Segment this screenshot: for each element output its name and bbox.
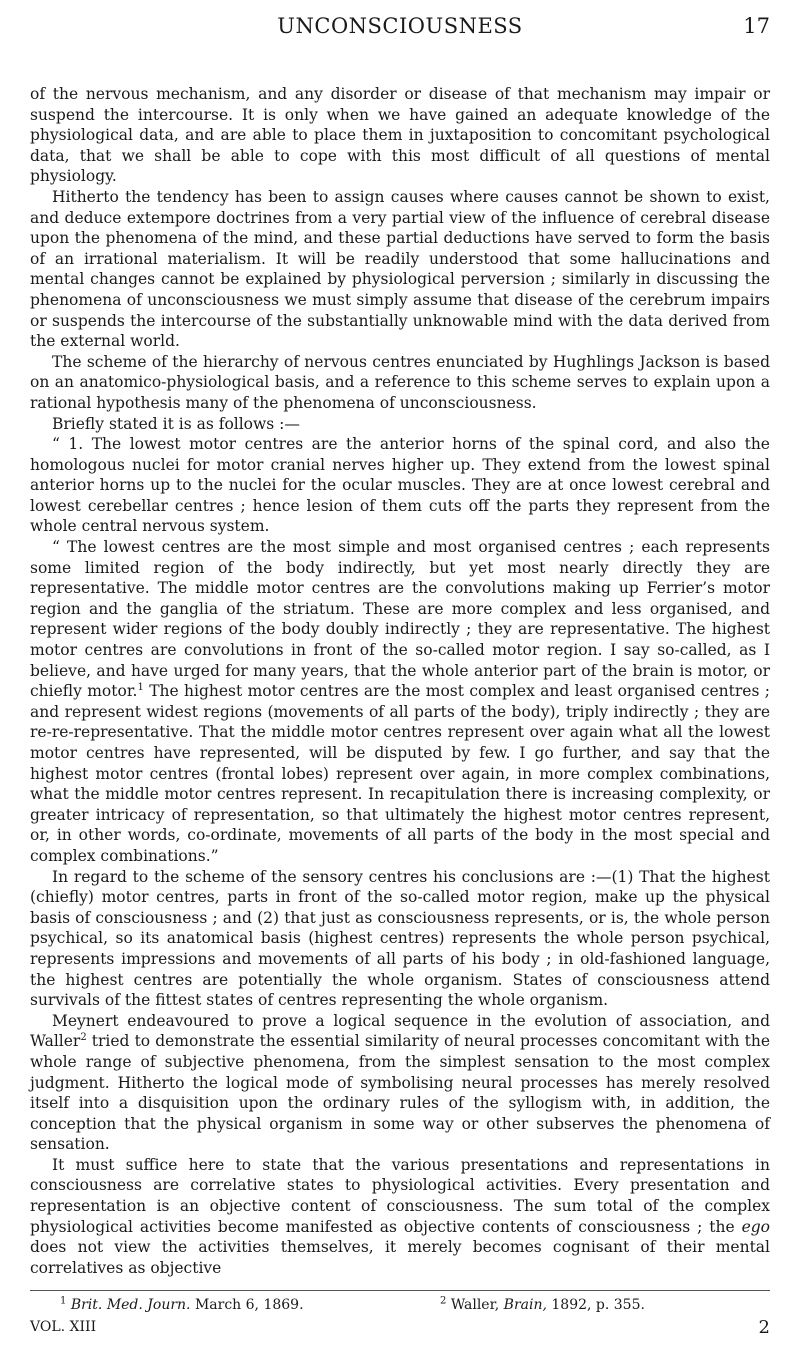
footnote-author: Waller, bbox=[450, 1297, 504, 1314]
footnote-2 bbox=[440, 1297, 645, 1313]
body-text bbox=[30, 84, 770, 1278]
footnote-mark: 1 bbox=[60, 1295, 67, 1307]
footnote-mark: 1 bbox=[137, 682, 144, 694]
paragraph: Hitherto the tendency has been to assign causes where causes cannot be shown to exist, and deduce extempore doctrines from a very partial view of the influence of cerebral disease upon the phenomena of the mind, and these partial deductions have served to form the basis of an irrational materialism. It will be readily understood that some hallucinations and mental changes cannot be explained by physiological perversion ; similarly in discussing the phenomena of unconsciousness we must simply assume that disease of the cerebrum impairs or suspends the intercourse of the substantially unknowable mind with the data derived from the external world. bbox=[30, 187, 770, 351]
running-title: UNCONSCIOUSNESS bbox=[277, 14, 523, 38]
running-header bbox=[30, 10, 770, 54]
footnote-source: Brit. Med. Journ. bbox=[70, 1297, 191, 1314]
footnote-detail: March 6, 1869. bbox=[190, 1297, 304, 1314]
paragraph: “ 1. The lowest motor centres are the anterior horns of the spinal cord, and also the homologous nuclei for motor cranial nerves higher up. They extend from the lowest spinal anterior horns up to the nuclei for the ocular muscles. They are at once lowest cerebral and lowest cerebellar centres ; hence lesion of them cuts off the parts they represent from the whole central nervous system. bbox=[30, 435, 770, 536]
footnote-1 bbox=[60, 1297, 304, 1313]
paragraph bbox=[30, 1011, 770, 1155]
paragraph-text: tried to demonstrate the essential similarity of neural processes concomitant with the whole range of subjective phenomena, from the simplest sensation to the most complex judgment. Hitherto the logical mode of symbolising neural processes has merely resolved itself into a disquisition upon the ordinary rules of the syllogism with, in addition, the conception that the physical organism in some way or other subserves the phenomena of sensation. bbox=[30, 1032, 770, 1154]
paragraph-text: Meynert endeavoured to prove a logical sequence in the evolution of association, and Waller bbox=[30, 1011, 770, 1051]
volume-label: VOL. XIII bbox=[30, 1319, 97, 1336]
paragraph-text: does not view the activities themselves, it merely becomes cognisant of their mental correlatives as objective bbox=[30, 1238, 770, 1277]
footnote-source: Brain, bbox=[503, 1297, 547, 1314]
paragraph: The scheme of the hierarchy of nervous centres enunciated by Hughlings Jackson is based on an anatomico-physiological basis, and a reference to this scheme serves to explain upon a rational hypothesis many of the phenomena of unconsciousness. bbox=[30, 352, 770, 412]
footnote-detail: 1892, p. 355. bbox=[546, 1297, 645, 1314]
page-number: 17 bbox=[743, 14, 770, 38]
page-footer bbox=[30, 1319, 770, 1341]
paragraph-text: “ The lowest centres are the most simple and most organised centres ; each represents some limited region of the body indirectly, but yet most nearly directly they are representative. The middle motor centres are the convolutions making up Ferrier’s motor region and the ganglia of the striatum. These are more complex and less organised, and represent wider regions of the body doubly indirectly ; they are representative. The highest motor centres are convolutions in front of the so-called motor region. I say so-called, as I believe, and have urged for many years, that the whole anterior part of the brain is motor, or chiefly motor. bbox=[30, 538, 770, 701]
paragraph bbox=[30, 1155, 770, 1279]
signature-mark: 2 bbox=[758, 1317, 770, 1339]
paragraph: of the nervous mechanism, and any disorder or disease of that mechanism may impair or suspend the intercourse. It is only when we have gained an adequate knowledge of the physiological data, and are able to place them in juxtaposition to concomitant psychological data, that we shall be able to cope with this most difficult of all questions of mental physiology. bbox=[30, 85, 770, 186]
footnotes bbox=[30, 1297, 770, 1319]
paragraph-text: It must suffice here to state that the various presentations and representations in consciousness are correlative states to physiological activities. Every presentation and representation is an objective content of consciousness. The sum total of the complex physiological activities become manifested as objective contents of consciousness ; the bbox=[30, 1155, 770, 1236]
footnote-rule bbox=[30, 1290, 770, 1291]
paragraph bbox=[30, 537, 770, 867]
footnote-mark: 2 bbox=[440, 1295, 447, 1307]
paragraph-text: The highest motor centres are the most complex and least organised centres ; and represent widest regions (movements of all parts of the body), triply indirectly ; they are re-re-representative. That the middle motor centres represent over again what all the lowest motor centres have represented, will be disputed by few. I go further, and say that the highest motor centres (frontal lobes) represent over again, in more complex combinations, what the middle motor centres represent. In recapitulation there is increasing complexity, or greater intricacy of representation, so that ultimately the highest motor centres represent, or, in other words, co-ordinate, movements of all parts of the body in the most special and complex combinations.” bbox=[30, 682, 770, 865]
paragraph: Briefly stated it is as follows :— bbox=[52, 414, 300, 433]
italic-term: ego bbox=[741, 1217, 770, 1236]
footnote-mark: 2 bbox=[80, 1032, 87, 1044]
paragraph: In regard to the scheme of the sensory centres his conclusions are :—(1) That the highest (chiefly) motor centres, parts in front of the so-called motor region, make up the physical basis of consciousness ; and (2) that just as consciousness represents, or is, the whole person psychical, so its anatomical basis (highest centres) represents the whole person psychical, represents impressions and movements of all parts of his body ; in old-fashioned language, the highest centres are potentially the whole organism. States of consciousness attend survivals of the fittest states of centres representing the whole organism. bbox=[30, 867, 770, 1010]
